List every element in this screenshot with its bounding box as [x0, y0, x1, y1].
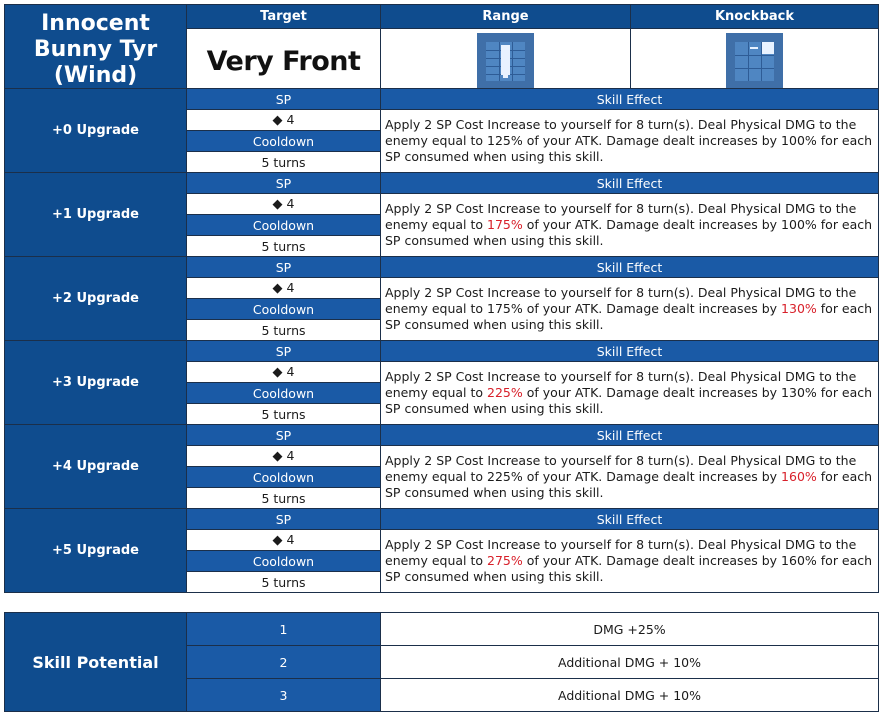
skill-effect-header: Skill Effect [381, 173, 879, 194]
range-header: Range [381, 5, 631, 29]
skill-potential-title: Skill Potential [5, 613, 187, 712]
sp-header: SP [187, 509, 381, 530]
sp-value-cell [187, 194, 381, 215]
sp-value-cell [187, 362, 381, 383]
sp-header: SP [187, 425, 381, 446]
effect-sp-pct: 160% [781, 553, 817, 568]
skill-effect-text: Apply 2 SP Cost Increase to yourself for 8 turn(s). Deal Physical DMG to the enemy equal to 275% of your ATK. Damage dealt increases by 160% for each SP consumed when using this skill. [381, 530, 879, 593]
target-value: Very Front [187, 28, 381, 95]
effect-sp-pct: 130% [781, 385, 817, 400]
cooldown-header: Cooldown [187, 299, 381, 320]
diamond-icon: ◆ [272, 281, 283, 296]
sp-header: SP [187, 341, 381, 362]
sp-value: 4 [286, 280, 295, 295]
upgrade-label: +4 Upgrade [5, 425, 187, 509]
cooldown-value: 5 turns [187, 404, 381, 425]
sp-value: 4 [286, 364, 295, 379]
cooldown-value: 5 turns [187, 488, 381, 509]
diamond-icon: ◆ [272, 533, 283, 548]
sp-value-cell [187, 110, 381, 131]
skill-effect-header: Skill Effect [381, 509, 879, 530]
skill-effect-text: Apply 2 SP Cost Increase to yourself for 8 turn(s). Deal Physical DMG to the enemy equal to 175% of your ATK. Damage dealt increases by 130% for each SP consumed when using this skill. [381, 278, 879, 341]
sp-value: 4 [286, 448, 295, 463]
character-name: Innocent Bunny Tyr (Wind) [5, 5, 187, 96]
cooldown-value: 5 turns [187, 236, 381, 257]
sp-value-cell [187, 530, 381, 551]
cooldown-header: Cooldown [187, 383, 381, 404]
diamond-icon: ◆ [272, 197, 283, 212]
skill-effect-header: Skill Effect [381, 425, 879, 446]
effect-atk-pct: 225% [487, 469, 523, 484]
effect-atk-pct: 175% [487, 301, 523, 316]
skill-effect-text: Apply 2 SP Cost Increase to yourself for 8 turn(s). Deal Physical DMG to the enemy equal to 225% of your ATK. Damage dealt increases by 160% for each SP consumed when using this skill. [381, 446, 879, 509]
cooldown-header: Cooldown [187, 551, 381, 572]
effect-atk-pct: 275% [487, 553, 523, 568]
skill-potential-table [4, 612, 879, 712]
sp-value: 4 [286, 112, 295, 127]
range-grid-icon [477, 33, 534, 90]
effect-atk-pct: 175% [487, 217, 523, 232]
diamond-icon: ◆ [272, 113, 283, 128]
skill-effect-text: Apply 2 SP Cost Increase to yourself for 8 turn(s). Deal Physical DMG to the enemy equal to 125% of your ATK. Damage dealt increases by 100% for each SP consumed when using this skill. [381, 110, 879, 173]
potential-text: Additional DMG + 10% [381, 679, 879, 712]
range-cell [381, 28, 631, 95]
upgrade-label: +1 Upgrade [5, 173, 187, 257]
sp-value-cell [187, 278, 381, 299]
potential-num: 3 [187, 679, 381, 712]
potential-num: 1 [187, 613, 381, 646]
diamond-icon: ◆ [272, 449, 283, 464]
effect-sp-pct: 160% [781, 469, 817, 484]
cooldown-header: Cooldown [187, 215, 381, 236]
diamond-icon: ◆ [272, 365, 283, 380]
cooldown-value: 5 turns [187, 572, 381, 593]
upgrade-label: +0 Upgrade [5, 89, 187, 173]
effect-atk-pct: 225% [487, 385, 523, 400]
sp-header: SP [187, 257, 381, 278]
knockback-cell [631, 28, 879, 95]
effect-sp-pct: 130% [781, 301, 817, 316]
upgrade-label: +3 Upgrade [5, 341, 187, 425]
potential-num: 2 [187, 646, 381, 679]
effect-sp-pct: 100% [781, 133, 817, 148]
effect-sp-pct: 100% [781, 217, 817, 232]
effect-atk-pct: 125% [487, 133, 523, 148]
cooldown-value: 5 turns [187, 320, 381, 341]
skill-effect-header: Skill Effect [381, 341, 879, 362]
cooldown-header: Cooldown [187, 131, 381, 152]
upgrades-table [4, 88, 879, 593]
skill-effect-header: Skill Effect [381, 257, 879, 278]
potential-text: DMG +25% [381, 613, 879, 646]
sp-header: SP [187, 173, 381, 194]
skill-effect-header: Skill Effect [381, 89, 879, 110]
upgrade-label: +2 Upgrade [5, 257, 187, 341]
skill-effect-text: Apply 2 SP Cost Increase to yourself for 8 turn(s). Deal Physical DMG to the enemy equal to 175% of your ATK. Damage dealt increases by 100% for each SP consumed when using this skill. [381, 194, 879, 257]
skill-effect-text: Apply 2 SP Cost Increase to yourself for 8 turn(s). Deal Physical DMG to the enemy equal to 225% of your ATK. Damage dealt increases by 130% for each SP consumed when using this skill. [381, 362, 879, 425]
knockback-header: Knockback [631, 5, 879, 29]
knockback-grid-icon [726, 33, 783, 90]
potential-text: Additional DMG + 10% [381, 646, 879, 679]
sp-header: SP [187, 89, 381, 110]
sp-value: 4 [286, 532, 295, 547]
skill-header-table [4, 4, 879, 96]
sp-value-cell [187, 446, 381, 467]
sp-value: 4 [286, 196, 295, 211]
cooldown-header: Cooldown [187, 467, 381, 488]
cooldown-value: 5 turns [187, 152, 381, 173]
target-header: Target [187, 5, 381, 29]
upgrade-label: +5 Upgrade [5, 509, 187, 593]
